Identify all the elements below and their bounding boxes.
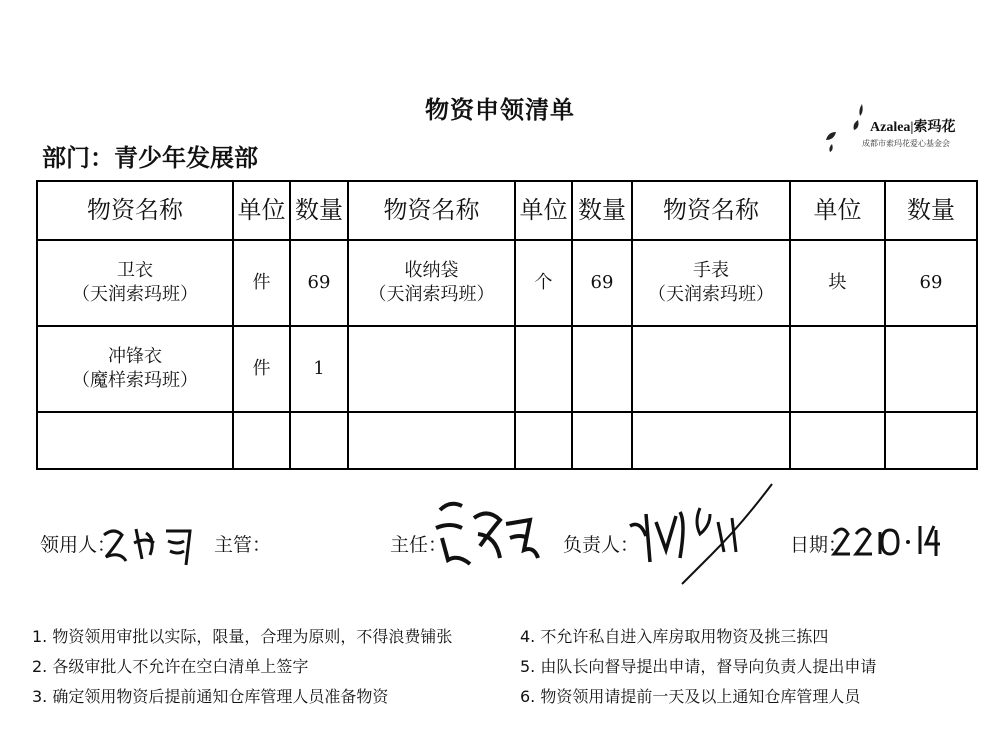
logo-subtitle: 成都市索玛花爱心基金会 (862, 139, 950, 148)
director-signature (430, 494, 545, 569)
header-item-name: 物资名称 (632, 181, 790, 240)
cell-item-name: 收纳袋 （天润索玛班） (348, 240, 515, 326)
cell-item-name: 冲锋衣 （魔样索玛班） (37, 326, 233, 412)
recipient-signature (96, 515, 206, 575)
header-unit: 单位 (515, 181, 572, 240)
cell-unit: 块 (790, 240, 885, 326)
cell-quantity: 69 (290, 240, 348, 326)
note-item: 3. 确定领用物资后提前通知仓库管理人员准备物资 (32, 687, 389, 706)
note-item: 4. 不允许私自进入库房取用物资及挑三拣四 (520, 627, 829, 646)
table-header-row (37, 181, 977, 240)
cell-unit (790, 326, 885, 412)
header-quantity: 数量 (885, 181, 977, 240)
department-label: 部门：青少年发展部 (42, 144, 258, 172)
date-label: 日期： (790, 534, 848, 556)
supply-table (36, 180, 978, 470)
cell-unit: 个 (515, 240, 572, 326)
responsible-signature (620, 478, 780, 588)
header-unit: 单位 (790, 181, 885, 240)
director-label: 主任： (390, 534, 448, 556)
logo-text: Azalea|索玛花 (870, 120, 956, 135)
cell-unit (790, 412, 885, 469)
note-item: 1. 物资领用审批以实际，限量，合理为原则，不得浪费铺张 (32, 627, 453, 646)
flower-logo-icon (822, 98, 870, 158)
cell-quantity: 69 (885, 240, 977, 326)
cell-unit (233, 412, 290, 469)
handwritten-date (830, 520, 950, 560)
cell-item-name: 手表 （天润索玛班） (632, 240, 790, 326)
cell-item-name (348, 412, 515, 469)
cell-quantity (885, 326, 977, 412)
table-row (37, 326, 977, 412)
cell-item-name (348, 326, 515, 412)
cell-quantity (572, 412, 632, 469)
cell-item-name (37, 412, 233, 469)
cell-item-name (632, 326, 790, 412)
cell-quantity (885, 412, 977, 469)
cell-quantity (572, 326, 632, 412)
table-row (37, 412, 977, 469)
header-item-name: 物资名称 (348, 181, 515, 240)
supervisor-label: 主管： (214, 534, 272, 556)
notes-left (32, 622, 452, 712)
logo (822, 98, 972, 158)
header-unit: 单位 (233, 181, 290, 240)
cell-unit: 件 (233, 240, 290, 326)
cell-quantity: 1 (290, 326, 348, 412)
header-quantity: 数量 (290, 181, 348, 240)
table-row (37, 240, 977, 326)
header-item-name: 物资名称 (37, 181, 233, 240)
cell-item-name: 卫衣 （天润索玛班） (37, 240, 233, 326)
cell-quantity (290, 412, 348, 469)
responsible-label: 负责人： (563, 534, 640, 556)
cell-item-name (632, 412, 790, 469)
cell-unit: 件 (233, 326, 290, 412)
cell-quantity: 69 (572, 240, 632, 326)
notes-right (520, 622, 876, 712)
cell-unit (515, 326, 572, 412)
cell-unit (515, 412, 572, 469)
note-item: 5. 由队长向督导提出申请，督导向负责人提出申请 (520, 657, 877, 676)
note-item: 2. 各级审批人不允许在空白清单上签字 (32, 657, 309, 676)
recipient-label: 领用人： (40, 534, 117, 556)
document-title: 物资申领清单 (425, 96, 575, 124)
note-item: 6. 物资领用请提前一天及以上通知仓库管理人员 (520, 687, 861, 706)
header-quantity: 数量 (572, 181, 632, 240)
